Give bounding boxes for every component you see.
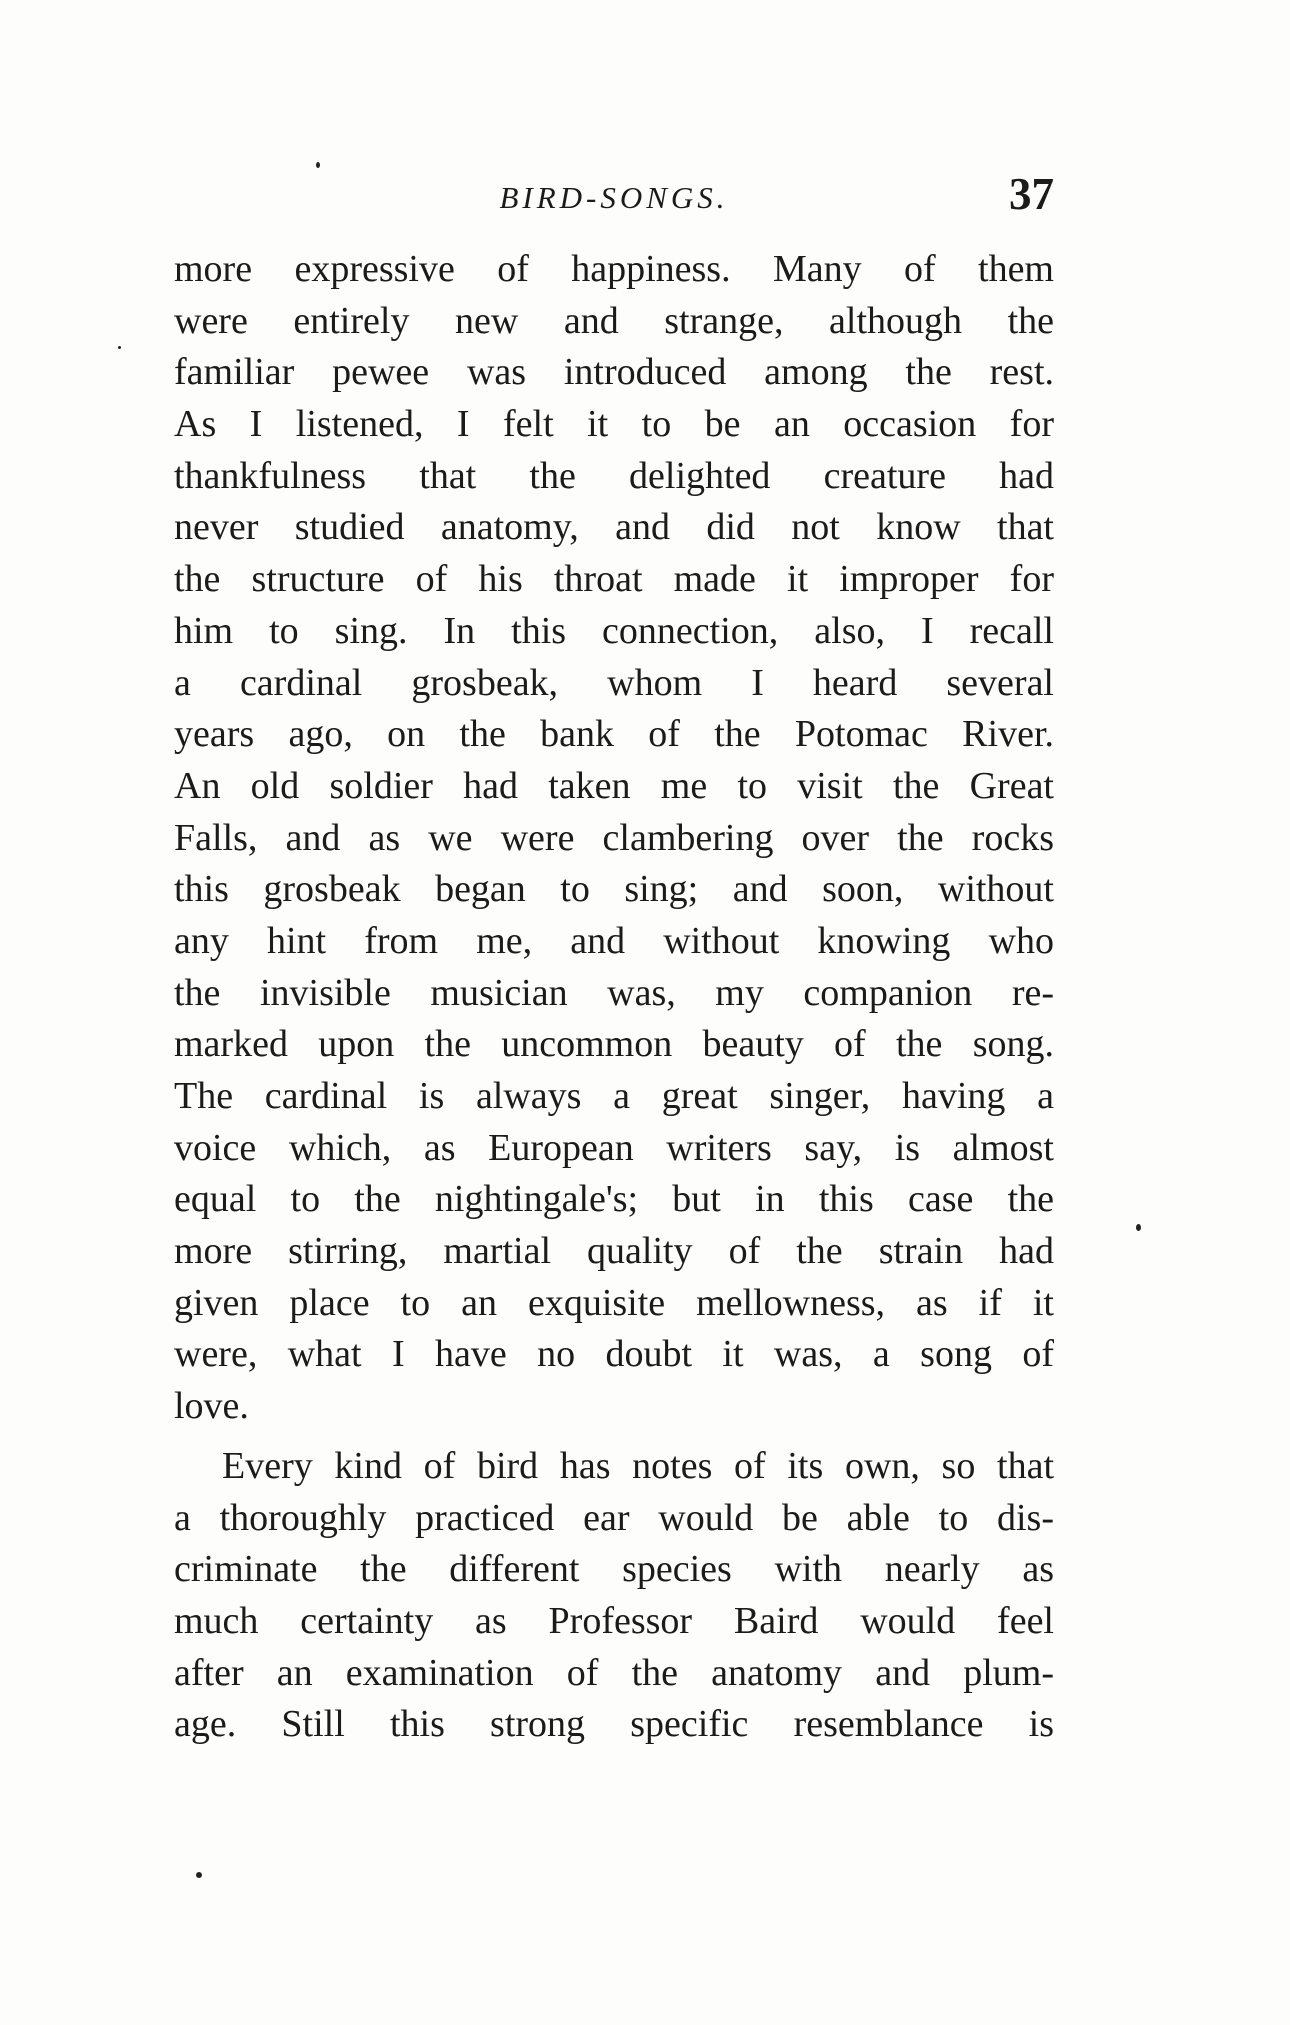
text-line: familiar pewee was introduced among the rest. — [174, 351, 1054, 394]
text-line: Every kind of bird has notes of its own, so that — [222, 1444, 1054, 1487]
text-line: marked upon the uncommon beauty of the song. — [174, 1023, 1054, 1066]
text-line: voice which, as European writers say, is almost — [174, 1126, 1054, 1169]
text-line: any hint from me, and without knowing who — [174, 919, 1054, 962]
text-line: a cardinal grosbeak, whom I heard several — [174, 661, 1054, 704]
scan-speck — [196, 1872, 202, 1878]
text-line: more stirring, martial quality of the strain had — [174, 1230, 1054, 1273]
text-line: love. — [174, 1385, 249, 1428]
running-title: BIRD-SONGS. — [499, 180, 729, 215]
text-line: after an examination of the anatomy and plum- — [174, 1651, 1054, 1694]
scan-speck — [1136, 1224, 1141, 1231]
text-line: As I listened, I felt it to be an occasion for — [174, 403, 1054, 446]
scan-speck — [118, 346, 121, 349]
text-line: The cardinal is always a great singer, having a — [174, 1075, 1054, 1117]
text-line: this grosbeak began to sing; and soon, without — [174, 868, 1054, 911]
page-number: 37 — [1009, 169, 1054, 219]
text-line: the structure of his throat made it improper for — [174, 558, 1054, 601]
text-line: the invisible musician was, my companion re- — [174, 971, 1054, 1014]
text-line: An old soldier had taken me to visit the Great — [174, 764, 1054, 807]
text-line: criminate the different species with nearly as — [174, 1548, 1054, 1591]
text-line: more expressive of happiness. Many of them — [174, 248, 1054, 290]
text-line: him to sing. In this connection, also, I recall — [174, 609, 1054, 652]
text-line: equal to the nightingale's; but in this case the — [174, 1178, 1054, 1221]
paragraph-gap — [174, 1433, 1054, 1441]
text-line: age. Still this strong specific resemblance is — [174, 1703, 1054, 1746]
body-text — [174, 244, 1054, 1751]
running-head — [174, 168, 1054, 228]
text-line: a thoroughly practiced ear would be able to dis- — [174, 1496, 1054, 1539]
text-line: never studied anatomy, and did not know that — [174, 506, 1054, 549]
scan-speck — [316, 162, 320, 168]
text-line: much certainty as Professor Baird would feel — [174, 1599, 1054, 1642]
text-line: years ago, on the bank of the Potomac River. — [174, 713, 1054, 756]
text-line: were entirely new and strange, although the — [174, 299, 1054, 342]
text-line: Falls, and as we were clambering over the rocks — [174, 816, 1054, 859]
text-line: were, what I have no doubt it was, a song of — [174, 1333, 1054, 1376]
text-line: given place to an exquisite mellowness, as if it — [174, 1281, 1054, 1324]
text-line: thankfulness that the delighted creature had — [174, 454, 1054, 497]
